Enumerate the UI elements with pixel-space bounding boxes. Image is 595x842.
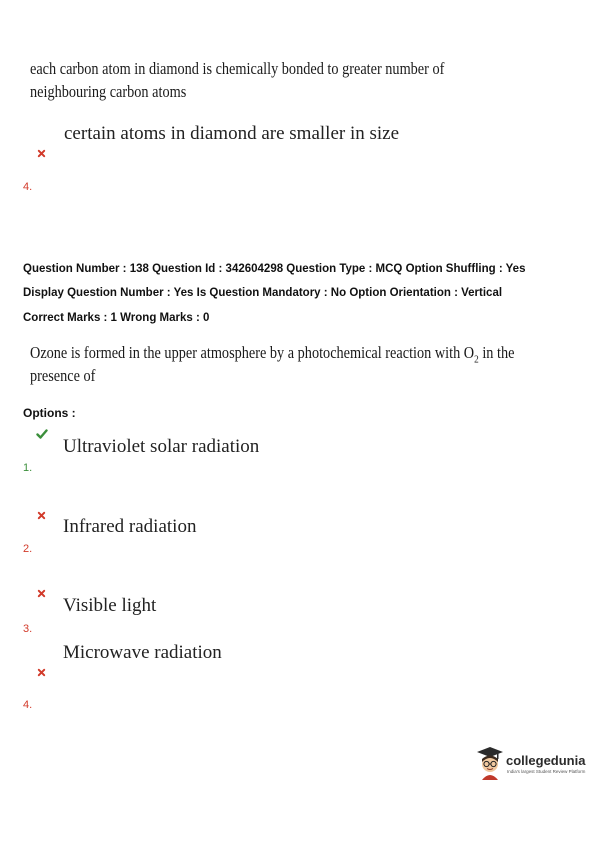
option-4-number: 4. [23, 699, 33, 711]
question-meta-line3: Correct Marks : 1 Wrong Marks : 0 [23, 312, 210, 324]
question-meta-line2: Display Question Number : Yes Is Question Mandatory : No Option Orientation : Vertical [23, 287, 503, 299]
option-3-number: 3. [23, 623, 33, 635]
wrong-cross-icon [37, 149, 46, 158]
question-text-part1: Ozone is formed in the upper atmosphere by a photochemical reaction with O [30, 343, 475, 362]
question-text-subscript: 2 [474, 353, 479, 366]
option-1-text: Ultraviolet solar radiation [63, 436, 260, 457]
prev-option4-text: certain atoms in diamond are smaller in size [64, 123, 400, 144]
wrong-cross-icon [37, 668, 46, 677]
question-text-line1 [30, 342, 514, 370]
logo-wordmark: collegedunia [506, 753, 586, 768]
option-3-text: Visible light [63, 595, 157, 616]
option-2-text: Infrared radiation [63, 516, 197, 537]
wrong-cross-icon [37, 589, 46, 598]
option-2-number: 2. [23, 543, 33, 555]
correct-check-icon [36, 429, 48, 439]
options-label: Options : [23, 406, 76, 420]
question-meta-line1: Question Number : 138 Question Id : 342604298 Question Type : MCQ Option Shuffling : Yes [23, 263, 526, 275]
logo-tagline: India's largest Student Review Platform [507, 769, 586, 774]
graduate-mascot-icon [476, 746, 504, 780]
wrong-cross-icon [37, 511, 46, 520]
question-text-part2: in the [478, 343, 515, 362]
question-text-line2: presence of [30, 366, 96, 385]
option-4-text: Microwave radiation [63, 642, 222, 663]
prev-option3-text-line2: neighbouring carbon atoms [30, 82, 187, 101]
option-1-number: 1. [23, 462, 33, 474]
prev-option3-text-line1: each carbon atom in diamond is chemically bonded to greater number of [30, 59, 445, 78]
collegedunia-logo [476, 746, 588, 782]
prev-option4-number: 4. [23, 181, 33, 193]
